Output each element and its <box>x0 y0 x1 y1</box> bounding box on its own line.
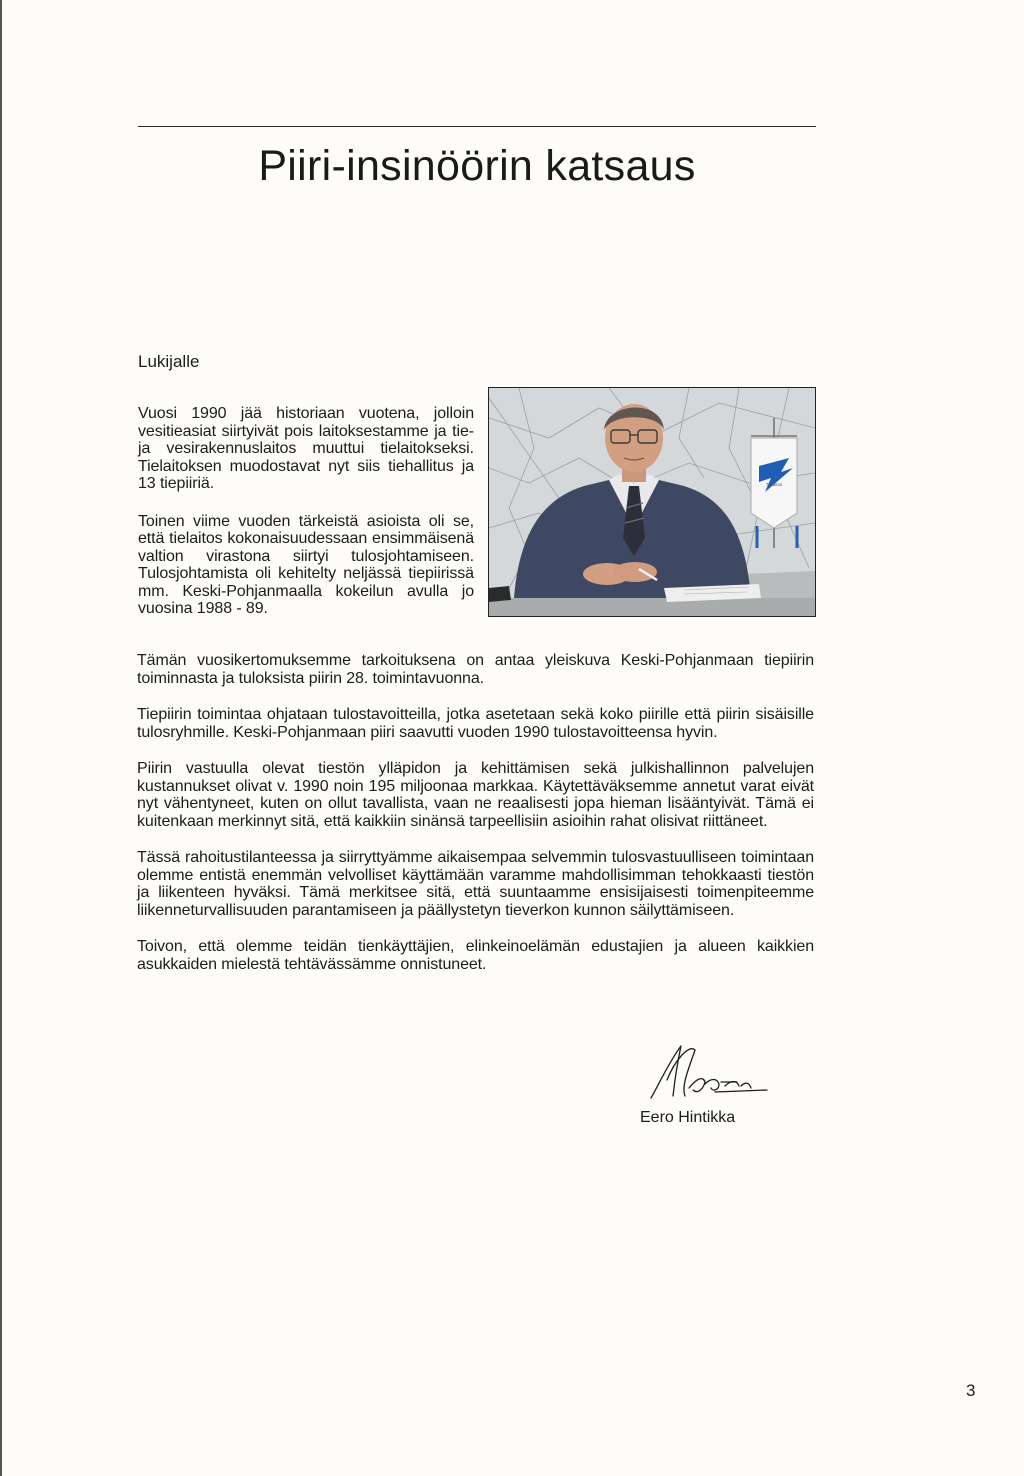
handwritten-signature <box>645 1040 770 1104</box>
body-column <box>137 652 814 992</box>
pennant-label: Tielaitos <box>765 482 783 487</box>
salutation: Lukijalle <box>138 352 200 371</box>
page-number: 3 <box>966 1381 976 1400</box>
body-paragraph-1: Tämän vuosikertomuksemme tarkoituksena on antaa yleiskuva Keski-Pohjanmaan tiepiirin toiminnasta ja tuloksista piirin 28. toimintavuonna. <box>137 652 814 687</box>
body-paragraph-4: Tässä rahoitustilanteessa ja siirryttyämme aikaisempaa selvemmin tulosvastuulliseen toimintaan olemme entistä enemmän velvolliset käyttämään varamme mahdollisimman tehokkaasti tiestön ja liikenteen hyväksi. Tämä merkitsee sitä, että suuntaamme ensisijaisesti toimenpiteemme liikenneturvallisuuden parantamiseen ja päällystetyn tieverkon kunnon säilyttämiseen. <box>137 849 814 919</box>
body-paragraph-2: Tiepiirin toimintaa ohjataan tulostavoitteilla, jotka asetetaan sekä koko piirille että piirin sisäisille tulosryhmille. Keski-Pohjanmaan piiri saavutti vuoden 1990 tulostavoitteensa hyvin. <box>137 706 814 741</box>
page-edge <box>0 0 2 1476</box>
portrait-photo <box>488 387 816 617</box>
intro-paragraph-2: Toinen viime vuoden tärkeistä asioista oli se, että tielaitos kokonaisuudessaan ensimmäisenä valtion virastona siirtyi tulosjohtamiseen. Tulosjohtamista oli kehitelty neljässä tiepiirissä mm. Keski-Pohjanmaalla kokeilun avulla jo vuosina 1988 - 89. <box>138 512 474 617</box>
intro-paragraph-1: Vuosi 1990 jää historiaan vuotena, jolloin vesitieasiat siirtyivät pois laitoksestamme ja tie- ja vesirakennuslaitos muuttui tielaitokseksi. Tielaitoksen muodostavat nyt siis tiehallitus ja 13 tiepiiriä. <box>138 405 474 492</box>
intro-column <box>138 405 474 638</box>
page-title: Piiri-insinöörin katsaus <box>258 142 696 190</box>
portrait-illustration <box>489 388 815 616</box>
body-paragraph-5: Toivon, että olemme teidän tienkäyttäjien, elinkeinoelämän edustajien ja alueen kaikkien asukkaiden mielestä tehtävässämme onnistuneet. <box>137 938 814 973</box>
title-rule <box>138 126 816 127</box>
signer-name: Eero Hintikka <box>640 1109 736 1126</box>
body-paragraph-3: Piirin vastuulla olevat tiestön ylläpidon ja kehittämisen sekä julkishallinnon palvelujen kustannukset olivat v. 1990 noin 195 miljoonaa markkaa. Käytettäväksemme annetut varat eivät nyt vähentyneet, kuten on ollut tavallista, vaan ne reaalisesti jopa hieman lisääntyivät. Tämä ei kuitenkaan merkinnyt sitä, että kaikkiin sinänsä tarpeellisiin asioihin rahat olisivat riittäneet. <box>137 760 814 830</box>
